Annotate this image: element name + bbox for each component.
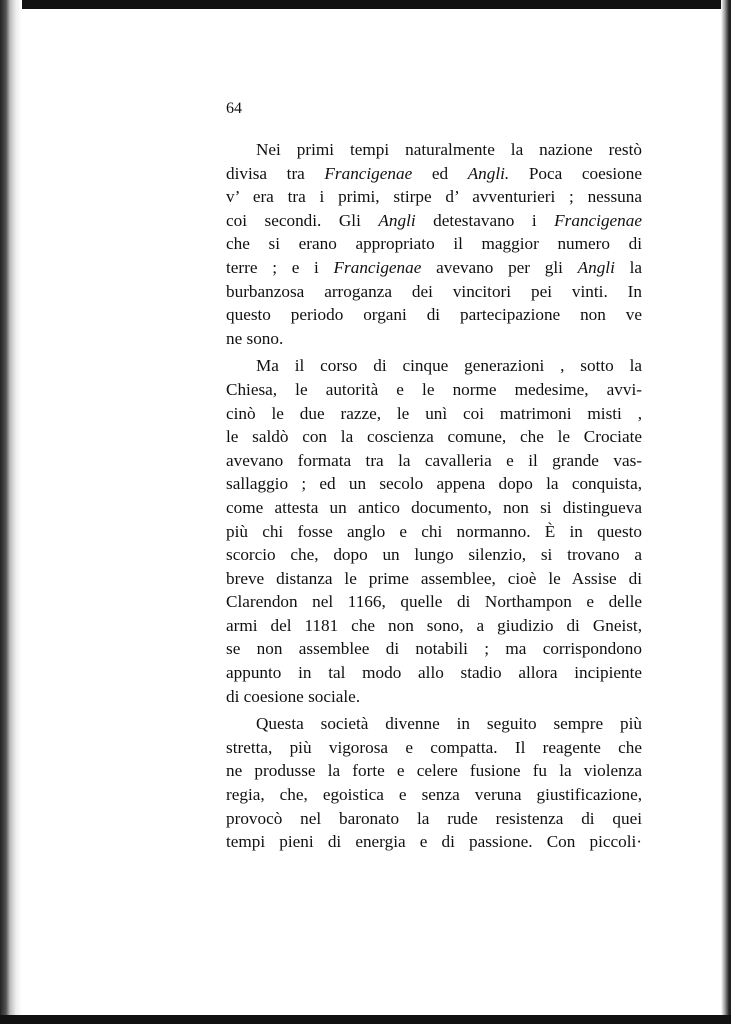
text-segment: che si erano appropriato il maggior numero di [226, 234, 642, 254]
text-segment: regia, che, egoistica e senza veruna giustificazione, [226, 785, 642, 805]
text-line [226, 327, 642, 351]
text-line [226, 496, 642, 520]
text-segment: breve distanza le prime assemblee, cioè le Assise di [226, 568, 642, 588]
text-line [226, 783, 642, 807]
text-segment: Poca coesione [509, 163, 642, 183]
text-segment: provocò nel baronato la rude resistenza di quei [226, 808, 642, 828]
text-line [226, 567, 642, 591]
text-segment: tempi pieni di energia e di passione. Con piccoli· [226, 832, 642, 852]
text-segment: Clarendon nel 1166, quelle di Northampon e delle [226, 592, 642, 612]
text-segment: armi del 1181 che non sono, a giudizio di Gneist, [226, 615, 642, 635]
text-segment: detestavano i [415, 210, 555, 230]
text-line [226, 759, 642, 783]
text-line [226, 685, 642, 709]
text-segment: Chiesa, le autorità e le norme medesime, avvi- [226, 379, 642, 399]
text-line [226, 162, 642, 186]
text-segment: sallaggio ; ed un secolo appena dopo la conquista, [226, 474, 642, 494]
text-line [226, 138, 642, 162]
italic-term: Angli. [467, 163, 510, 183]
text-line [226, 280, 642, 304]
text-line [226, 712, 642, 736]
text-line [226, 232, 642, 256]
text-segment: di coesione sociale. [226, 686, 361, 706]
text-line [226, 590, 642, 614]
text-segment: coi secondi. Gli [226, 210, 379, 230]
text-line [226, 543, 642, 567]
text-segment: divisa tra [226, 163, 325, 183]
text-segment: questo periodo organi di partecipazione non ve [226, 305, 642, 325]
text-segment: cinò le due razze, le unì coi matrimoni misti , [226, 403, 642, 423]
text-segment: ed [412, 163, 468, 183]
text-line [226, 402, 642, 426]
text-line [226, 830, 642, 854]
text-segment: burbanzosa arroganza dei vincitori pei vinti. In [226, 281, 642, 301]
text-segment: Nei primi tempi naturalmente la nazione restò [256, 140, 642, 159]
italic-term: Angli [577, 257, 615, 277]
text-segment: terre ; e i [226, 257, 334, 277]
paragraph [226, 354, 642, 708]
italic-term: Francigenae [324, 163, 413, 183]
text-line [226, 425, 642, 449]
text-line [226, 256, 642, 280]
text-line [226, 472, 642, 496]
text-line [226, 736, 642, 760]
text-segment: scorcio che, dopo un lungo silenzio, si trovano a [226, 545, 642, 565]
scan-top-edge [0, 0, 731, 9]
italic-term: Angli [378, 210, 416, 230]
text-line [226, 637, 642, 661]
text-line [226, 209, 642, 233]
paragraph [226, 138, 642, 350]
text-segment: v’ era tra i primi, stirpe d’ avventurieri ; nessuna [226, 187, 642, 207]
text-segment: avevano per gli [421, 257, 578, 277]
text-line [226, 807, 642, 831]
text-line [226, 614, 642, 638]
text-segment: come attesta un antico documento, non si distingueva [226, 497, 642, 517]
text-line [226, 354, 642, 378]
text-line [226, 378, 642, 402]
text-segment: se non assemblee di notabili ; ma corrispondono [226, 639, 642, 659]
text-segment: ne produsse la forte e celere fusione fu la violenza [226, 761, 642, 781]
paragraph [226, 712, 642, 854]
text-segment: appunto in tal modo allo stadio allora incipiente [226, 663, 642, 683]
text-segment: le saldò con la coscienza comune, che le Crociate [226, 427, 642, 447]
body-text [226, 138, 642, 858]
text-segment: stretta, più vigorosa e compatta. Il reagente che [226, 737, 642, 757]
text-segment: più chi fosse anglo e chi normanno. È in questo [226, 521, 642, 541]
text-segment: avevano formata tra la cavalleria e il grande vas- [226, 450, 642, 470]
scan-right-edge [721, 0, 731, 1024]
text-segment: ne sono. [226, 328, 284, 348]
text-segment: la [614, 257, 642, 277]
italic-term: Francigenae [554, 210, 642, 230]
text-line [226, 661, 642, 685]
text-line [226, 520, 642, 544]
text-line [226, 449, 642, 473]
scan-left-edge [0, 0, 22, 1024]
italic-term: Francigenae [333, 257, 422, 277]
scan-bottom-edge [0, 1015, 731, 1024]
page-number: 64 [226, 100, 242, 117]
text-line [226, 303, 642, 327]
text-segment: Questa società divenne in seguito sempre più [256, 714, 642, 734]
text-line [226, 185, 642, 209]
text-segment: Ma il corso di cinque generazioni , sotto la [256, 356, 642, 376]
